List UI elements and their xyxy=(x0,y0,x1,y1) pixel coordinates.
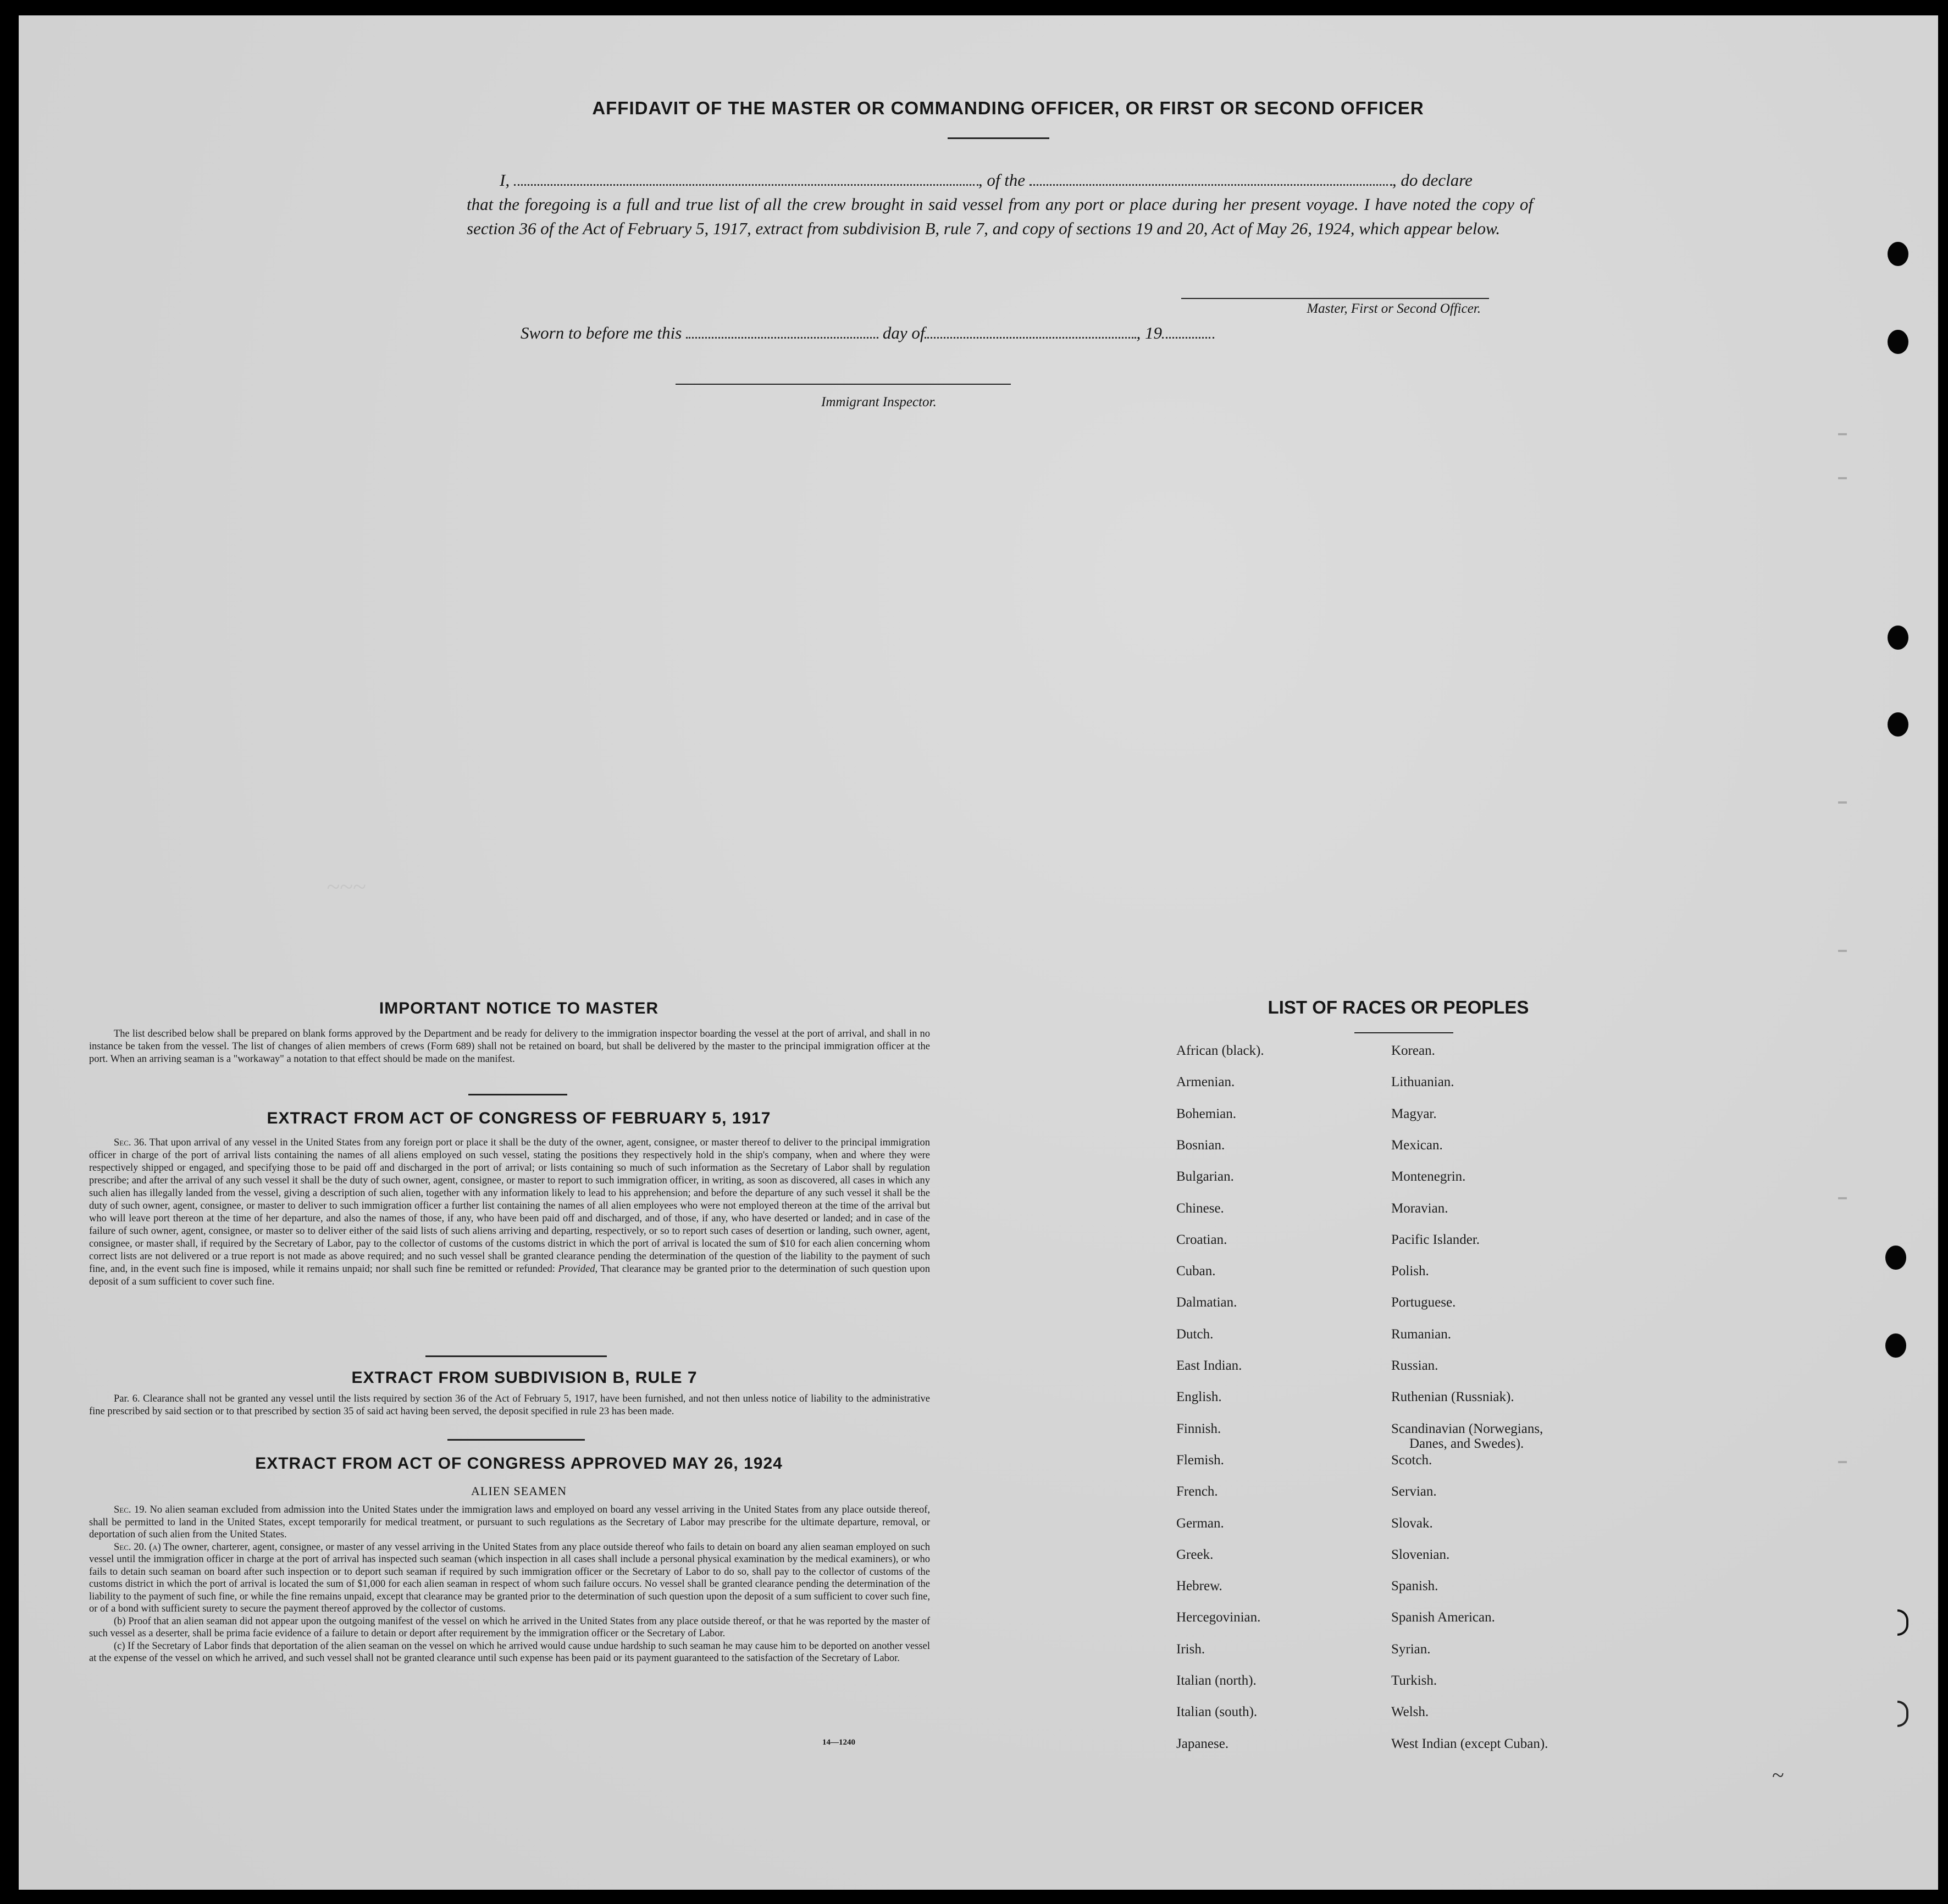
document-page xyxy=(19,15,1938,1890)
race-item-right: Moravian. xyxy=(1391,1201,1448,1216)
race-item-right: Pacific Islander. xyxy=(1391,1232,1480,1247)
section-divider xyxy=(447,1439,585,1441)
race-item-right: Montenegrin. xyxy=(1391,1169,1466,1184)
race-item-right: Polish. xyxy=(1391,1264,1429,1278)
alien-seamen-subtitle: ALIEN SEAMEN xyxy=(471,1484,567,1498)
race-item-left: German. xyxy=(1176,1516,1224,1531)
extract-1917-text xyxy=(89,1137,930,1288)
race-item-right: Slovenian. xyxy=(1391,1547,1450,1562)
race-item-scandinavian-cont: Danes, and Swedes). xyxy=(1409,1436,1524,1451)
notice-paragraph: The list described below shall be prepared on blank forms approved by the Department and be ready for delivery to the immigration inspector boarding the vessel at the port of arrival, and shall in no instance be taken from the vessel. The list of changes of alien members of crews (Form 689) shall not be retained on board, but shall be delivered by the master to the principal immigration officer at the port. When an arriving seaman is a "workaway" a notation to that effect should be made on the manifest. xyxy=(89,1028,930,1065)
extract-1917-paragraph xyxy=(89,1137,930,1288)
title-underline xyxy=(948,137,1049,139)
race-item-left: Irish. xyxy=(1176,1642,1205,1657)
section-36-text: That upon arrival of any vessel in the United States from any foreign port or place it shall be the duty of the owner, agent, consignee, or master thereof to deliver to the principal immigration officer in charge of the port of arrival lists containing the names of all aliens employed on such vessel, stating the positions they respectively hold in the ship's company, when and where they were respectively shipped or engaged, and specifying those to be paid off and discharged in the port of arrival; or lists containing so much of such information as the Secretary of Labor shall by regulation prescribe; and after the arrival of any such vessel it shall be the duty of such owner, agent, consignee, or master to report to such immigration officer, in writing, as soon as discovered, all cases in which any such alien has illegally landed from the vessel, giving a description of such alien, together with any information likely to lead to his apprehension; and before the departure of any such vessel it shall be the duty of such owner, agent, consignee, or master to deliver to such immigration officer a further list containing the names of all alien employees who were not employed thereon at the time of the arrival but who will leave port thereon at the time of her departure, and also the names of those, if any, who have been paid off and discharged, and of those, if any, who have deserted or landed; and in case of the failure of such owner, agent, consignee, or master so to deliver either of the said lists of such aliens arriving and departing, respectively, or so to report such cases of desertion or landing, such owner, agent, consignee, or master shall, if required by the Secretary of Labor, pay to the collector of customs of the customs district in which the port of arrival is located the sum of $10 for each alien concerning whom correct lists are not delivered or a true report is not made as above required; and no such vessel shall be granted clearance pending the determination of the question of the liability to the payment of such fine, and, in the event such fine is imposed, while it remains unpaid; nor shall such fine be remitted or refunded: xyxy=(89,1137,930,1275)
section-20-label: Sec. 20. (a) xyxy=(114,1541,161,1553)
race-item-left: Flemish. xyxy=(1176,1453,1224,1468)
name-blank[interactable] xyxy=(514,184,978,186)
race-item-right: Spanish. xyxy=(1391,1579,1438,1593)
race-item-right: Scandinavian (Norwegians, xyxy=(1391,1421,1543,1436)
race-item-right: West Indian (except Cuban). xyxy=(1391,1736,1548,1751)
race-item-left: Greek. xyxy=(1176,1547,1214,1562)
race-item-left: Chinese. xyxy=(1176,1201,1224,1216)
race-item-left: French. xyxy=(1176,1484,1218,1499)
sworn-month-blank[interactable] xyxy=(925,337,1136,339)
race-item-left: Dalmatian. xyxy=(1176,1295,1237,1310)
extract-1917-title: EXTRACT FROM ACT OF CONGRESS OF FEBRUARY 5, 1917 xyxy=(267,1109,771,1127)
section-divider xyxy=(468,1094,567,1095)
scan-mark xyxy=(1897,1609,1908,1636)
race-item-left: Italian (south). xyxy=(1176,1704,1258,1719)
binder-hole xyxy=(1888,330,1908,354)
race-item-right: Scotch. xyxy=(1391,1453,1432,1468)
inspector-label: Immigrant Inspector. xyxy=(821,395,937,409)
section-36-end: That clearance may be granted prior to the determination of such question upon deposit of a sum sufficient to cover such fine. xyxy=(89,1264,930,1287)
races-title: LIST OF RACES OR PEOPLES xyxy=(1268,997,1529,1017)
extract-1924-text xyxy=(89,1504,930,1665)
race-item-left: Bohemian. xyxy=(1176,1106,1237,1121)
races-title-underline xyxy=(1354,1032,1453,1033)
race-item-right: Spanish American. xyxy=(1391,1610,1495,1625)
section-19-text: No alien seaman excluded from admission into the United States under the immigration laws and employed on board any vessel arriving in the United States from any place outside thereof, shall be permitted to land in the United States, except temporarily for medical treatment, or pursuant to such regulations as the Secretary of Labor may prescribe for the ultimate departure, removal, or deportation of such alien from the United States. xyxy=(89,1504,930,1540)
section-divider xyxy=(425,1355,607,1357)
section-20a-text: The owner, charterer, agent, consignee, or master of any vessel arriving in the United States from any place outside thereof who fails to detain on board any alien seaman employed on such vessel until the immigration officer in charge at the port of arrival has inspected such seaman (which inspection in all cases shall include a personal physical examination by the medical examiners), or who fails to detain such seaman on board after such inspection or to deport such seaman if required by such immigration officer or the Secretary of Labor to do so, shall pay to the collector of customs of the customs district in which the port of arrival is located the sum of $1,000 for each alien seaman in respect of whom such failure occurs. No vessel shall be granted clearance pending the determination of the liability to the payment of such fine, or while the fine remains unpaid, except that clearance may be granted prior to the determination of such question upon the deposit of a sum sufficient to cover such fine, or of a bond with sufficient surety to secure the payment thereof approved by the collector of customs. xyxy=(89,1541,930,1614)
section-20a-paragraph xyxy=(89,1541,930,1615)
affidavit-statement: that the foregoing is a full and true list of all the crew brought in said vessel from any port or place during her present voyage. I have noted the copy of section 36 of the Act of February 5, 1917, extract from subdivision B, rule 7, and copy of sections 19 and 20, Act of May 26, 1924, which appear below. xyxy=(467,195,1533,238)
race-item-left: Finnish. xyxy=(1176,1421,1221,1436)
race-item-left: English. xyxy=(1176,1390,1222,1404)
extract-rule7-title: EXTRACT FROM SUBDIVISION B, RULE 7 xyxy=(351,1369,698,1387)
section-19-paragraph xyxy=(89,1504,930,1541)
scan-mark: ~ xyxy=(1772,1763,1784,1787)
race-item-left: Italian (north). xyxy=(1176,1673,1257,1688)
inspector-signature-line[interactable] xyxy=(676,384,1011,385)
bleed-mark xyxy=(1838,950,1847,952)
binder-hole xyxy=(1888,626,1908,650)
race-item-right: Turkish. xyxy=(1391,1673,1437,1688)
bleed-through-handwriting: ~~~ xyxy=(326,873,366,900)
race-item-right: Portuguese. xyxy=(1391,1295,1456,1310)
sworn-line xyxy=(521,323,1214,343)
binder-hole xyxy=(1888,712,1908,737)
race-item-left: Hebrew. xyxy=(1176,1579,1222,1593)
affidavit-title: AFFIDAVIT OF THE MASTER OR COMMANDING OFFICER, OR FIRST OR SECOND OFFICER xyxy=(592,98,1424,118)
affidavit-of-the: , of the xyxy=(978,170,1026,190)
extract-rule7-text xyxy=(89,1393,930,1418)
bleed-mark xyxy=(1838,801,1847,804)
scan-mark xyxy=(1897,1701,1908,1727)
race-item-right: Syrian. xyxy=(1391,1642,1431,1657)
provided-word: Provided, xyxy=(558,1264,598,1275)
race-item-left: Croatian. xyxy=(1176,1232,1227,1247)
bleed-mark xyxy=(1838,1461,1847,1463)
race-item-left: Bulgarian. xyxy=(1176,1169,1234,1184)
race-item-right: Servian. xyxy=(1391,1484,1437,1499)
sworn-year-blank[interactable] xyxy=(1162,337,1214,339)
race-item-right: Slovak. xyxy=(1391,1516,1433,1531)
section-19-label: Sec. 19. xyxy=(114,1504,147,1515)
race-item-left: East Indian. xyxy=(1176,1358,1242,1373)
notice-title: IMPORTANT NOTICE TO MASTER xyxy=(379,999,659,1017)
race-item-left: Japanese. xyxy=(1176,1736,1229,1751)
sworn-day-of: day of xyxy=(882,323,925,342)
race-item-left: Armenian. xyxy=(1176,1075,1235,1089)
extract-1924-title: EXTRACT FROM ACT OF CONGRESS APPROVED MAY 26, 1924 xyxy=(255,1454,783,1473)
affidavit-i: I, xyxy=(500,170,510,190)
race-item-right: Ruthenian (Russniak). xyxy=(1391,1390,1514,1404)
race-item-left: African (black). xyxy=(1176,1043,1264,1058)
race-item-right: Magyar. xyxy=(1391,1106,1437,1121)
bleed-mark xyxy=(1838,433,1847,435)
bleed-mark xyxy=(1838,477,1847,479)
notice-text xyxy=(89,1028,930,1066)
race-item-left: Bosnian. xyxy=(1176,1138,1225,1153)
vessel-blank[interactable] xyxy=(1030,184,1392,186)
race-item-right: Russian. xyxy=(1391,1358,1438,1373)
binder-hole xyxy=(1885,1246,1906,1270)
signature-line[interactable] xyxy=(1181,298,1489,299)
race-item-left: Dutch. xyxy=(1176,1327,1214,1342)
affidavit-body xyxy=(467,168,1533,241)
race-item-left: Hercegovinian. xyxy=(1176,1610,1261,1625)
race-item-right: Lithuanian. xyxy=(1391,1075,1454,1089)
rule7-paragraph: Par. 6. Clearance shall not be granted any vessel until the lists required by section 36 of the Act of February 5, 1917, have been furnished, and not then unless notice of liability to the administrative fine prescribed by said section or to that prescribed by section 35 of said act having been served, the deposit specified in rule 23 has been made. xyxy=(89,1393,930,1417)
race-item-right: Korean. xyxy=(1391,1043,1435,1058)
race-item-right: Welsh. xyxy=(1391,1704,1429,1719)
section-20c-paragraph: (c) If the Secretary of Labor finds that deportation of the alien seaman on the vessel on which he arrived would cause undue hardship to such seaman he may cause him to be deported on another vessel at the expense of the vessel on which he arrived, and such vessel shall not be granted clearance until such expense has been paid or its payment guaranteed to the satisfaction of the Secretary of Labor. xyxy=(89,1640,930,1664)
sworn-prefix: Sworn to before me this xyxy=(521,323,682,342)
affidavit-do-declare: , do declare xyxy=(1392,170,1473,190)
race-item-right: Rumanian. xyxy=(1391,1327,1452,1342)
race-item-left: Cuban. xyxy=(1176,1264,1216,1278)
signature-label: Master, First or Second Officer. xyxy=(1307,301,1481,316)
sworn-year: , 19 xyxy=(1136,323,1162,342)
section-20b-paragraph: (b) Proof that an alien seaman did not appear upon the outgoing manifest of the vessel on which he arrived in the United States from any place outside thereof, or that he was reported by the master of such vessel as a deserter, shall be prima facie evidence of a failure to detain or deport after requirement by the immigration officer or the Secretary of Labor. xyxy=(89,1615,930,1639)
form-number: 14—1240 xyxy=(822,1738,855,1747)
binder-hole xyxy=(1888,242,1908,266)
section-36-label: Sec. 36. xyxy=(114,1137,147,1148)
race-item-right: Mexican. xyxy=(1391,1138,1443,1153)
sworn-date-blank[interactable] xyxy=(686,337,878,339)
bleed-mark xyxy=(1838,1197,1847,1199)
binder-hole xyxy=(1885,1333,1906,1358)
